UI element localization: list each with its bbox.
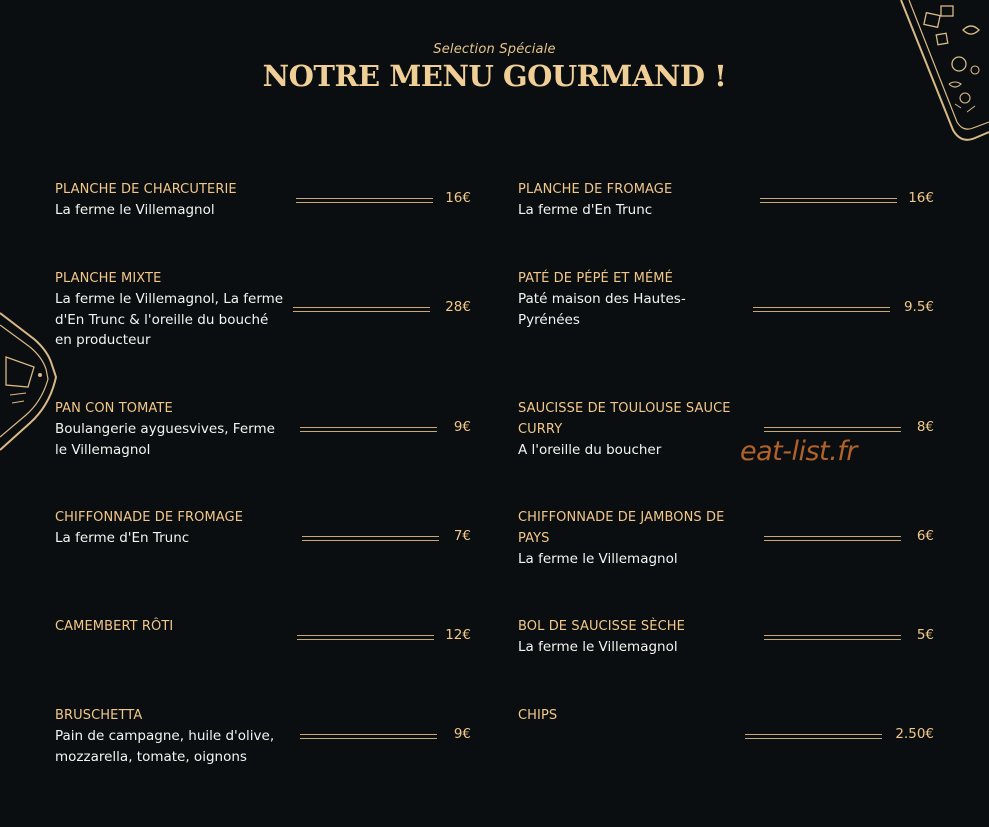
menu-item-price: 9€ [453, 419, 471, 435]
menu-item [55, 507, 285, 549]
menu-item-description: Boulangerie ayguesvives, Ferme le Villemagnol [55, 421, 275, 458]
menu-item [518, 268, 718, 330]
menu-item [55, 616, 285, 637]
menu-item-price: 16€ [445, 190, 471, 206]
menu-item-price: 9€ [453, 726, 471, 742]
menu-item [518, 507, 748, 570]
menu-item [55, 179, 285, 221]
menu-item [55, 705, 285, 767]
menu-item-name: CHIFFONNADE DE JAMBONS DE PAYS [518, 510, 725, 546]
menu-item-description: La ferme le Villemagnol, La ferme d'En Trunc & l'oreille du bouché en producteur [55, 291, 284, 348]
menu-item-description: Paté maison des Hautes-Pyrénées [518, 291, 686, 328]
menu-item-name: PLANCHE DE CHARCUTERIE [55, 182, 237, 197]
menu-item-description: La ferme d'En Trunc [518, 202, 653, 218]
menu-item [518, 398, 748, 461]
watermark: eat-list.fr [740, 436, 857, 467]
menu-item-name: PLANCHE MIXTE [55, 271, 162, 286]
menu-header [0, 42, 989, 93]
menu-item-name: PATÉ DE PÉPÉ ET MÉMÉ [518, 271, 673, 286]
menu-item-price: 12€ [445, 627, 471, 643]
menu-item-price: 2.50€ [895, 726, 934, 742]
menu-title: NOTRE MENU GOURMAND ! [262, 59, 727, 93]
menu-item-name: PAN CON TOMATE [55, 401, 173, 416]
menu-item-price: 9.5€ [903, 299, 934, 315]
menu-item-name: SAUCISSE DE TOULOUSE SAUCE CURRY [518, 401, 731, 437]
menu-item [55, 268, 285, 351]
menu-item-price: 7€ [453, 528, 471, 544]
menu-item [518, 705, 748, 726]
menu-item-description: La ferme le Villemagnol [518, 551, 678, 567]
menu-item [518, 616, 748, 658]
menu-subtitle: Selection Spéciale [433, 42, 556, 57]
menu-item-price: 28€ [445, 299, 471, 315]
price-leader-line [293, 307, 430, 312]
menu-item-name: PLANCHE DE FROMAGE [518, 182, 673, 197]
menu-item-description: La ferme le Villemagnol [518, 639, 678, 655]
menu-item-name: BOL DE SAUCISSE SÈCHE [518, 619, 685, 634]
menu-item-name: CHIPS [518, 708, 558, 723]
menu-item-description: A l'oreille du boucher [518, 442, 662, 458]
menu-item-price: 5€ [916, 627, 934, 643]
price-leader-line [753, 307, 890, 312]
menu-item-description: La ferme d'En Trunc [55, 530, 190, 546]
menu-item-name: BRUSCHETTA [55, 708, 143, 723]
menu-item-price: 6€ [916, 528, 934, 544]
price-leader-line [745, 734, 882, 739]
menu-item-description: Pain de campagne, huile d'olive, mozzarella, tomate, oignons [55, 728, 275, 765]
menu-item-name: CHIFFONNADE DE FROMAGE [55, 510, 244, 525]
menu-item-description: La ferme le Villemagnol [55, 202, 215, 218]
menu-item [55, 398, 285, 460]
menu-item-price: 16€ [908, 190, 934, 206]
menu-item-price: 8€ [916, 419, 934, 435]
menu-item-name: CAMEMBERT RÔTI [55, 619, 174, 634]
cheese-board-sketch-icon [0, 305, 60, 455]
menu-item [518, 179, 748, 221]
